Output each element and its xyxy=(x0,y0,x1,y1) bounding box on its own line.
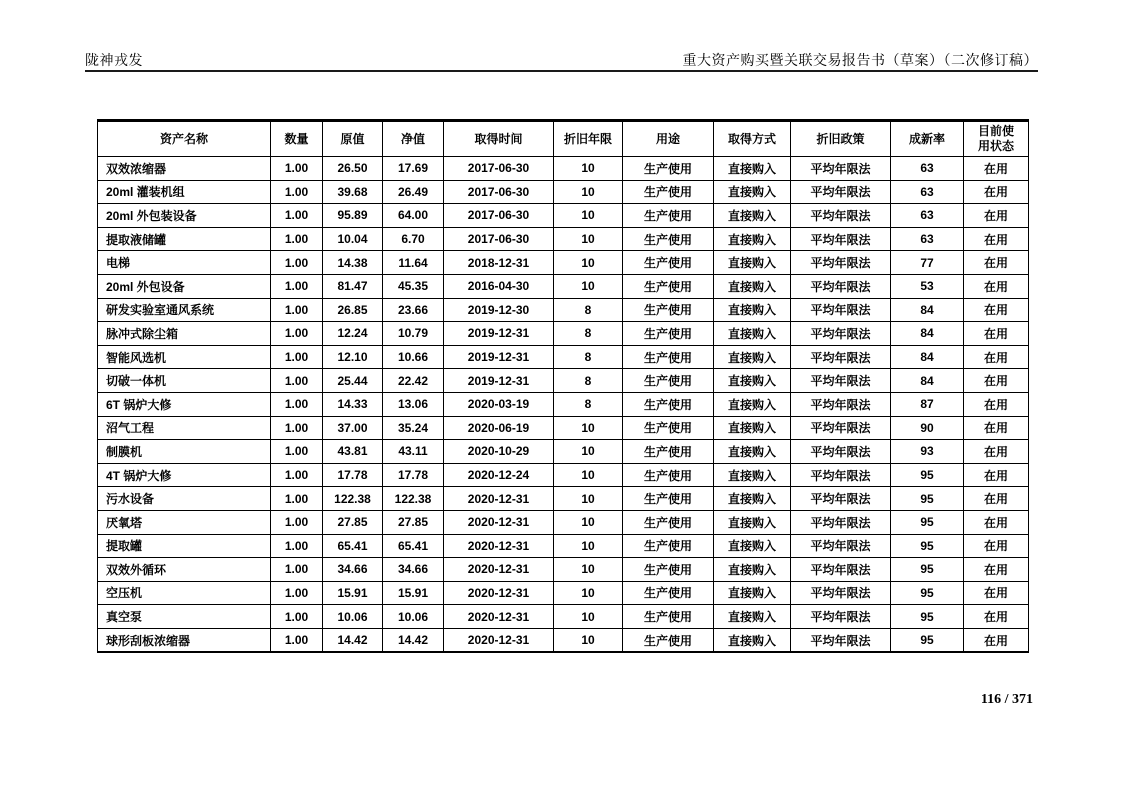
cell: 直接购入 xyxy=(714,440,791,464)
table-row xyxy=(98,392,1029,416)
cell: 1.00 xyxy=(271,204,323,228)
cell: 25.44 xyxy=(323,369,383,393)
cell: 平均年限法 xyxy=(791,605,891,629)
page-header xyxy=(85,50,1038,70)
cell: 1.00 xyxy=(271,463,323,487)
cell: 63 xyxy=(891,227,964,251)
cell: 26.49 xyxy=(383,180,444,204)
cell: 1.00 xyxy=(271,581,323,605)
cell: 2020-03-19 xyxy=(444,392,554,416)
cell: 2020-12-31 xyxy=(444,534,554,558)
cell: 43.11 xyxy=(383,440,444,464)
table-row xyxy=(98,581,1029,605)
header-cell: 折旧年限 xyxy=(554,121,623,157)
cell: 2020-12-31 xyxy=(444,605,554,629)
cell: 直接购入 xyxy=(714,510,791,534)
cell: 生产使用 xyxy=(623,345,714,369)
cell: 10 xyxy=(554,440,623,464)
cell: 1.00 xyxy=(271,251,323,275)
cell: 27.85 xyxy=(383,510,444,534)
cell: 在用 xyxy=(964,369,1029,393)
cell: 45.35 xyxy=(383,274,444,298)
cell: 在用 xyxy=(964,605,1029,629)
cell: 84 xyxy=(891,298,964,322)
cell: 在用 xyxy=(964,534,1029,558)
cell: 95 xyxy=(891,581,964,605)
cell: 切破一体机 xyxy=(98,369,271,393)
cell: 11.64 xyxy=(383,251,444,275)
cell: 1.00 xyxy=(271,274,323,298)
cell: 1.00 xyxy=(271,440,323,464)
cell: 在用 xyxy=(964,157,1029,181)
cell: 95 xyxy=(891,487,964,511)
cell: 2020-12-31 xyxy=(444,510,554,534)
table-row xyxy=(98,345,1029,369)
cell: 95 xyxy=(891,534,964,558)
cell: 10 xyxy=(554,463,623,487)
cell: 直接购入 xyxy=(714,487,791,511)
cell: 2019-12-30 xyxy=(444,298,554,322)
table-row xyxy=(98,510,1029,534)
cell: 1.00 xyxy=(271,298,323,322)
cell: 2017-06-30 xyxy=(444,157,554,181)
cell: 10 xyxy=(554,157,623,181)
header-cell: 资产名称 xyxy=(98,121,271,157)
asset-table xyxy=(97,119,1029,653)
header-cell: 成新率 xyxy=(891,121,964,157)
table-row xyxy=(98,298,1029,322)
cell: 在用 xyxy=(964,274,1029,298)
cell: 65.41 xyxy=(323,534,383,558)
header-left-title: 陇神戎发 xyxy=(85,54,143,69)
cell: 平均年限法 xyxy=(791,227,891,251)
cell: 平均年限法 xyxy=(791,251,891,275)
header-divider xyxy=(85,70,1038,72)
table-row xyxy=(98,204,1029,228)
cell: 10 xyxy=(554,628,623,652)
cell: 1.00 xyxy=(271,558,323,582)
cell: 在用 xyxy=(964,345,1029,369)
cell: 在用 xyxy=(964,298,1029,322)
cell: 12.24 xyxy=(323,322,383,346)
cell: 直接购入 xyxy=(714,345,791,369)
cell: 厌氧塔 xyxy=(98,510,271,534)
header-cell: 取得时间 xyxy=(444,121,554,157)
cell: 2019-12-31 xyxy=(444,322,554,346)
cell: 35.24 xyxy=(383,416,444,440)
cell: 提取液储罐 xyxy=(98,227,271,251)
cell: 真空泵 xyxy=(98,605,271,629)
cell: 1.00 xyxy=(271,605,323,629)
cell: 在用 xyxy=(964,416,1029,440)
cell: 平均年限法 xyxy=(791,204,891,228)
table-row xyxy=(98,251,1029,275)
cell: 1.00 xyxy=(271,510,323,534)
header-right-title: 重大资产购买暨关联交易报告书（草案）（二次修订稿） xyxy=(682,54,1038,69)
table-row xyxy=(98,180,1029,204)
cell: 93 xyxy=(891,440,964,464)
cell: 直接购入 xyxy=(714,392,791,416)
cell: 平均年限法 xyxy=(791,534,891,558)
cell: 10 xyxy=(554,581,623,605)
cell: 84 xyxy=(891,322,964,346)
table-row xyxy=(98,628,1029,652)
cell: 直接购入 xyxy=(714,558,791,582)
cell: 直接购入 xyxy=(714,204,791,228)
cell: 8 xyxy=(554,392,623,416)
cell: 2020-12-24 xyxy=(444,463,554,487)
cell: 20ml 外包装设备 xyxy=(98,204,271,228)
cell: 6T 锅炉大修 xyxy=(98,392,271,416)
header-cell: 折旧政策 xyxy=(791,121,891,157)
cell: 平均年限法 xyxy=(791,558,891,582)
cell: 在用 xyxy=(964,227,1029,251)
table-row xyxy=(98,558,1029,582)
cell: 生产使用 xyxy=(623,298,714,322)
cell: 空压机 xyxy=(98,581,271,605)
table-row xyxy=(98,487,1029,511)
cell: 1.00 xyxy=(271,322,323,346)
cell: 生产使用 xyxy=(623,180,714,204)
table-row xyxy=(98,440,1029,464)
cell: 生产使用 xyxy=(623,251,714,275)
cell: 1.00 xyxy=(271,227,323,251)
cell: 平均年限法 xyxy=(791,510,891,534)
cell: 2017-06-30 xyxy=(444,204,554,228)
cell: 生产使用 xyxy=(623,227,714,251)
cell: 8 xyxy=(554,369,623,393)
cell: 81.47 xyxy=(323,274,383,298)
cell: 10.04 xyxy=(323,227,383,251)
cell: 1.00 xyxy=(271,534,323,558)
cell: 平均年限法 xyxy=(791,440,891,464)
cell: 23.66 xyxy=(383,298,444,322)
cell: 生产使用 xyxy=(623,581,714,605)
cell: 14.42 xyxy=(323,628,383,652)
cell: 2016-04-30 xyxy=(444,274,554,298)
cell: 95 xyxy=(891,510,964,534)
cell: 污水设备 xyxy=(98,487,271,511)
cell: 平均年限法 xyxy=(791,322,891,346)
cell: 脉冲式除尘箱 xyxy=(98,322,271,346)
cell: 平均年限法 xyxy=(791,487,891,511)
cell: 在用 xyxy=(964,392,1029,416)
table-row xyxy=(98,416,1029,440)
cell: 2019-12-31 xyxy=(444,369,554,393)
cell: 2019-12-31 xyxy=(444,345,554,369)
cell: 17.69 xyxy=(383,157,444,181)
cell: 生产使用 xyxy=(623,369,714,393)
cell: 87 xyxy=(891,392,964,416)
cell: 生产使用 xyxy=(623,204,714,228)
cell: 平均年限法 xyxy=(791,180,891,204)
cell: 12.10 xyxy=(323,345,383,369)
cell: 43.81 xyxy=(323,440,383,464)
cell: 10 xyxy=(554,251,623,275)
cell: 10 xyxy=(554,558,623,582)
cell: 提取罐 xyxy=(98,534,271,558)
cell: 95 xyxy=(891,605,964,629)
cell: 63 xyxy=(891,180,964,204)
cell: 6.70 xyxy=(383,227,444,251)
cell: 20ml 外包设备 xyxy=(98,274,271,298)
cell: 平均年限法 xyxy=(791,345,891,369)
cell: 直接购入 xyxy=(714,463,791,487)
cell: 直接购入 xyxy=(714,581,791,605)
cell: 84 xyxy=(891,369,964,393)
cell: 15.91 xyxy=(383,581,444,605)
table-header xyxy=(98,121,1029,157)
page-number xyxy=(85,692,1033,708)
cell: 生产使用 xyxy=(623,463,714,487)
header-cell: 目前使用状态 xyxy=(964,121,1029,157)
header-cell: 净值 xyxy=(383,121,444,157)
table-row xyxy=(98,322,1029,346)
cell: 1.00 xyxy=(271,345,323,369)
cell: 生产使用 xyxy=(623,416,714,440)
header-cell: 数量 xyxy=(271,121,323,157)
table-row xyxy=(98,274,1029,298)
cell: 63 xyxy=(891,157,964,181)
cell: 直接购入 xyxy=(714,157,791,181)
table-row xyxy=(98,227,1029,251)
table-row xyxy=(98,369,1029,393)
cell: 在用 xyxy=(964,581,1029,605)
cell: 直接购入 xyxy=(714,534,791,558)
cell: 双效外循环 xyxy=(98,558,271,582)
header-cell: 原值 xyxy=(323,121,383,157)
cell: 2020-06-19 xyxy=(444,416,554,440)
cell: 直接购入 xyxy=(714,251,791,275)
cell: 65.41 xyxy=(383,534,444,558)
cell: 64.00 xyxy=(383,204,444,228)
cell: 生产使用 xyxy=(623,628,714,652)
cell: 10 xyxy=(554,274,623,298)
cell: 生产使用 xyxy=(623,534,714,558)
cell: 平均年限法 xyxy=(791,157,891,181)
cell: 10.06 xyxy=(323,605,383,629)
cell: 生产使用 xyxy=(623,487,714,511)
cell: 制膜机 xyxy=(98,440,271,464)
cell: 在用 xyxy=(964,487,1029,511)
cell: 研发实验室通风系统 xyxy=(98,298,271,322)
cell: 平均年限法 xyxy=(791,392,891,416)
cell: 在用 xyxy=(964,251,1029,275)
header-cell: 取得方式 xyxy=(714,121,791,157)
table-row xyxy=(98,463,1029,487)
cell: 10 xyxy=(554,416,623,440)
cell: 8 xyxy=(554,298,623,322)
cell: 1.00 xyxy=(271,157,323,181)
cell: 10 xyxy=(554,534,623,558)
cell: 122.38 xyxy=(323,487,383,511)
cell: 在用 xyxy=(964,510,1029,534)
table-row xyxy=(98,534,1029,558)
cell: 平均年限法 xyxy=(791,369,891,393)
cell: 22.42 xyxy=(383,369,444,393)
cell: 直接购入 xyxy=(714,227,791,251)
cell: 在用 xyxy=(964,180,1029,204)
cell: 90 xyxy=(891,416,964,440)
cell: 双效浓缩器 xyxy=(98,157,271,181)
cell: 平均年限法 xyxy=(791,581,891,605)
cell: 63 xyxy=(891,204,964,228)
cell: 智能风选机 xyxy=(98,345,271,369)
cell: 1.00 xyxy=(271,392,323,416)
cell: 13.06 xyxy=(383,392,444,416)
cell: 生产使用 xyxy=(623,605,714,629)
cell: 10 xyxy=(554,487,623,511)
cell: 27.85 xyxy=(323,510,383,534)
cell: 10 xyxy=(554,227,623,251)
cell: 2020-10-29 xyxy=(444,440,554,464)
cell: 生产使用 xyxy=(623,322,714,346)
cell: 2018-12-31 xyxy=(444,251,554,275)
cell: 在用 xyxy=(964,463,1029,487)
cell: 122.38 xyxy=(383,487,444,511)
cell: 17.78 xyxy=(383,463,444,487)
cell: 95 xyxy=(891,558,964,582)
cell: 37.00 xyxy=(323,416,383,440)
cell: 10.79 xyxy=(383,322,444,346)
cell: 34.66 xyxy=(323,558,383,582)
cell: 直接购入 xyxy=(714,416,791,440)
cell: 生产使用 xyxy=(623,440,714,464)
cell: 84 xyxy=(891,345,964,369)
cell: 生产使用 xyxy=(623,558,714,582)
cell: 平均年限法 xyxy=(791,298,891,322)
table-header-row xyxy=(98,121,1029,157)
cell: 2020-12-31 xyxy=(444,581,554,605)
cell: 1.00 xyxy=(271,369,323,393)
cell: 1.00 xyxy=(271,487,323,511)
cell: 电梯 xyxy=(98,251,271,275)
cell: 球形刮板浓缩器 xyxy=(98,628,271,652)
page-number-text: 116 / 371 xyxy=(980,692,1033,707)
cell: 直接购入 xyxy=(714,298,791,322)
cell: 在用 xyxy=(964,440,1029,464)
cell: 生产使用 xyxy=(623,157,714,181)
cell: 2020-12-31 xyxy=(444,487,554,511)
cell: 15.91 xyxy=(323,581,383,605)
cell: 1.00 xyxy=(271,180,323,204)
cell: 生产使用 xyxy=(623,510,714,534)
cell: 直接购入 xyxy=(714,180,791,204)
cell: 17.78 xyxy=(323,463,383,487)
cell: 1.00 xyxy=(271,628,323,652)
cell: 2020-12-31 xyxy=(444,628,554,652)
cell: 95.89 xyxy=(323,204,383,228)
cell: 在用 xyxy=(964,322,1029,346)
table-body xyxy=(98,157,1029,653)
cell: 26.85 xyxy=(323,298,383,322)
cell: 20ml 灌装机组 xyxy=(98,180,271,204)
cell: 77 xyxy=(891,251,964,275)
table-row xyxy=(98,157,1029,181)
cell: 生产使用 xyxy=(623,274,714,298)
cell: 39.68 xyxy=(323,180,383,204)
cell: 34.66 xyxy=(383,558,444,582)
cell: 平均年限法 xyxy=(791,463,891,487)
cell: 10.66 xyxy=(383,345,444,369)
cell: 平均年限法 xyxy=(791,274,891,298)
cell: 沼气工程 xyxy=(98,416,271,440)
cell: 直接购入 xyxy=(714,322,791,346)
table-row xyxy=(98,605,1029,629)
cell: 生产使用 xyxy=(623,392,714,416)
cell: 直接购入 xyxy=(714,369,791,393)
cell: 1.00 xyxy=(271,416,323,440)
cell: 2017-06-30 xyxy=(444,227,554,251)
cell: 平均年限法 xyxy=(791,628,891,652)
cell: 95 xyxy=(891,628,964,652)
cell: 在用 xyxy=(964,204,1029,228)
cell: 2017-06-30 xyxy=(444,180,554,204)
cell: 4T 锅炉大修 xyxy=(98,463,271,487)
cell: 8 xyxy=(554,345,623,369)
cell: 14.42 xyxy=(383,628,444,652)
cell: 10 xyxy=(554,510,623,534)
cell: 在用 xyxy=(964,628,1029,652)
cell: 直接购入 xyxy=(714,628,791,652)
cell: 在用 xyxy=(964,558,1029,582)
cell: 95 xyxy=(891,463,964,487)
cell: 10 xyxy=(554,605,623,629)
cell: 14.33 xyxy=(323,392,383,416)
cell: 14.38 xyxy=(323,251,383,275)
cell: 直接购入 xyxy=(714,274,791,298)
cell: 平均年限法 xyxy=(791,416,891,440)
cell: 26.50 xyxy=(323,157,383,181)
cell: 8 xyxy=(554,322,623,346)
cell: 10 xyxy=(554,204,623,228)
cell: 10.06 xyxy=(383,605,444,629)
header-cell: 用途 xyxy=(623,121,714,157)
cell: 10 xyxy=(554,180,623,204)
cell: 2020-12-31 xyxy=(444,558,554,582)
cell: 53 xyxy=(891,274,964,298)
cell: 直接购入 xyxy=(714,605,791,629)
